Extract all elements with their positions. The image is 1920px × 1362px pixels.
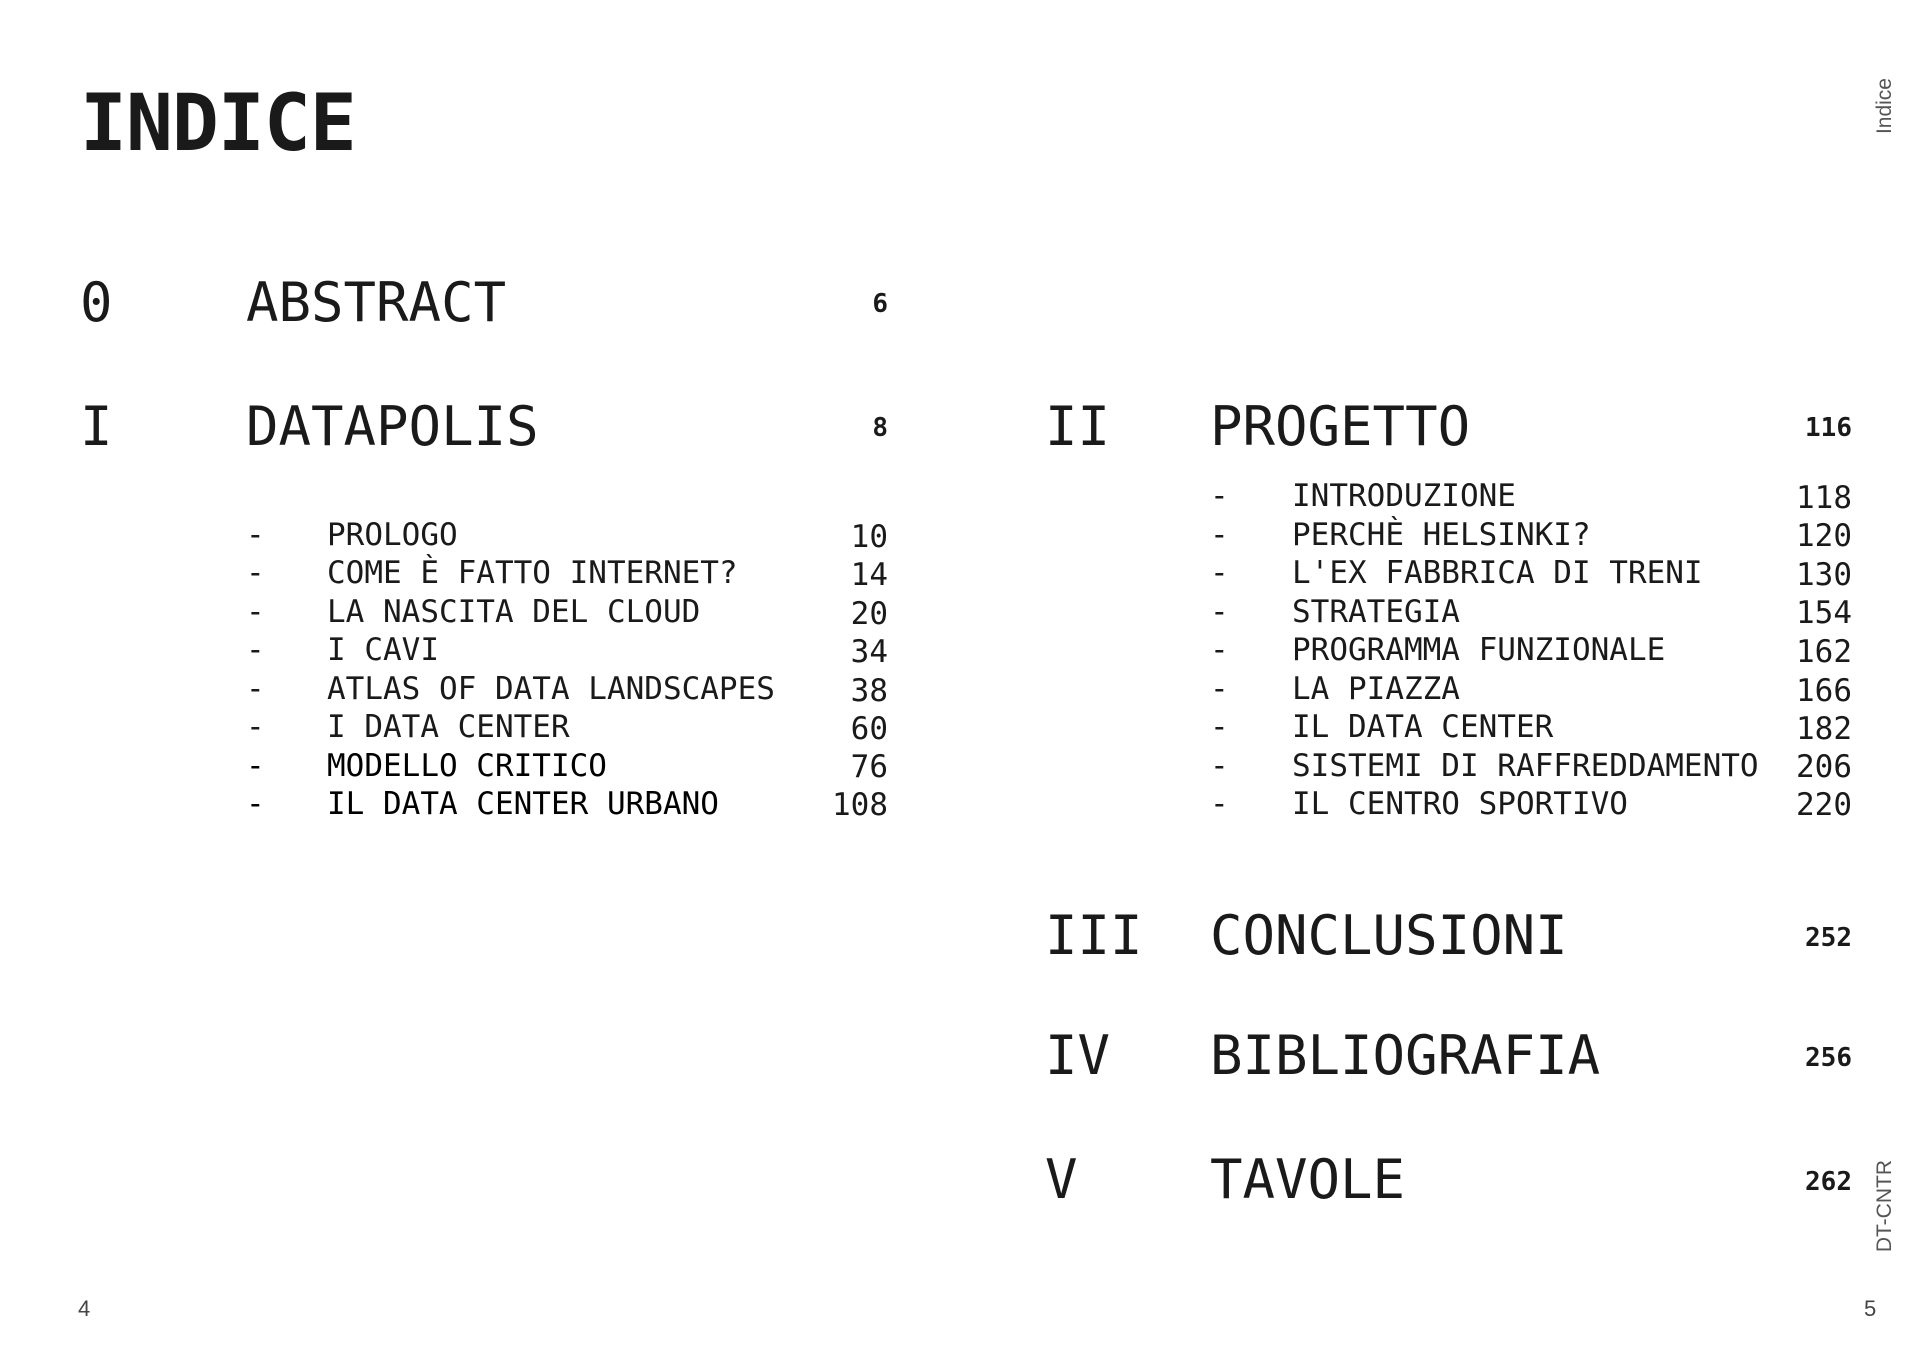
- entry-page: 60: [850, 711, 888, 747]
- section-number: I: [80, 395, 113, 458]
- section-page: 116: [1805, 413, 1852, 443]
- section-title: DATAPOLIS: [246, 395, 539, 458]
- entry-dash: -: [246, 709, 265, 745]
- entry-dash: -: [246, 748, 265, 784]
- page-number-right: 5: [1864, 1296, 1877, 1321]
- entry-title: I DATA CENTER: [327, 709, 570, 745]
- entry-dash: -: [1210, 555, 1229, 591]
- section-title: CONCLUSIONI: [1210, 904, 1568, 967]
- entry-dash: -: [246, 594, 265, 630]
- entry-page: 206: [1796, 749, 1852, 785]
- entry-title: LA NASCITA DEL CLOUD: [327, 594, 701, 630]
- section-title: ABSTRACT: [246, 271, 507, 334]
- entry-title: INTRODUZIONE: [1292, 478, 1516, 514]
- entry-dash: -: [246, 632, 265, 668]
- entry-page: 154: [1796, 595, 1852, 631]
- entry-dash: -: [246, 671, 265, 707]
- section-title: BIBLIOGRAFIA: [1210, 1024, 1601, 1087]
- section-number: III: [1045, 904, 1143, 967]
- entry-title: COME È FATTO INTERNET?: [327, 555, 738, 591]
- entry-dash: -: [246, 517, 265, 553]
- section-page: 256: [1805, 1043, 1852, 1073]
- entry-page: 162: [1796, 634, 1852, 670]
- entry-title: IL CENTRO SPORTIVO: [1292, 786, 1628, 822]
- section-number: 0: [80, 271, 113, 334]
- entry-dash: -: [246, 786, 265, 822]
- page-title: INDICE: [80, 79, 356, 169]
- entry-dash: -: [1210, 748, 1229, 784]
- entry-title: STRATEGIA: [1292, 594, 1460, 630]
- entry-dash: -: [246, 555, 265, 591]
- entry-page: 118: [1796, 480, 1852, 516]
- running-header: Indice: [1873, 78, 1896, 135]
- entry-title: LA PIAZZA: [1292, 671, 1460, 707]
- entry-page: 10: [850, 519, 888, 555]
- entry-dash: -: [1210, 594, 1229, 630]
- entry-page: 38: [850, 673, 888, 709]
- running-footer-label: DT-CNTR: [1873, 1160, 1896, 1253]
- section-number: II: [1045, 395, 1111, 458]
- entry-page: 220: [1796, 787, 1852, 823]
- entry-title: PERCHÈ HELSINKI?: [1292, 517, 1591, 553]
- entry-page: 108: [832, 787, 888, 823]
- entry-title: IL DATA CENTER: [1292, 709, 1554, 745]
- section-page: 6: [872, 289, 888, 319]
- entry-page: 120: [1796, 518, 1852, 554]
- entry-title: IL DATA CENTER URBANO: [327, 786, 719, 822]
- entry-dash: -: [1210, 632, 1229, 668]
- entry-title: PROGRAMMA FUNZIONALE: [1292, 632, 1666, 668]
- entry-title: PROLOGO: [327, 517, 458, 553]
- section-number: V: [1045, 1148, 1078, 1211]
- entry-title: L'EX FABBRICA DI TRENI: [1292, 555, 1703, 591]
- section-page: 252: [1805, 923, 1852, 953]
- section-number: IV: [1045, 1024, 1111, 1087]
- entry-title: ATLAS OF DATA LANDSCAPES: [327, 671, 775, 707]
- entry-page: 20: [850, 596, 888, 632]
- entry-title: SISTEMI DI RAFFREDDAMENTO: [1292, 748, 1759, 784]
- entry-dash: -: [1210, 671, 1229, 707]
- entry-page: 34: [850, 634, 888, 670]
- entry-page: 182: [1796, 711, 1852, 747]
- section-page: 262: [1805, 1167, 1852, 1197]
- entry-page: 76: [850, 749, 888, 785]
- entry-dash: -: [1210, 786, 1229, 822]
- entry-dash: -: [1210, 478, 1229, 514]
- section-page: 8: [872, 413, 888, 443]
- entry-page: 130: [1796, 557, 1852, 593]
- section-title: TAVOLE: [1210, 1148, 1406, 1211]
- entry-title: I CAVI: [327, 632, 439, 668]
- entry-page: 166: [1796, 673, 1852, 709]
- entry-dash: -: [1210, 709, 1229, 745]
- entry-page: 14: [850, 557, 888, 593]
- entry-dash: -: [1210, 517, 1229, 553]
- section-title: PROGETTO: [1210, 395, 1471, 458]
- page-number-left: 4: [78, 1296, 91, 1321]
- entry-title: MODELLO CRITICO: [327, 748, 607, 784]
